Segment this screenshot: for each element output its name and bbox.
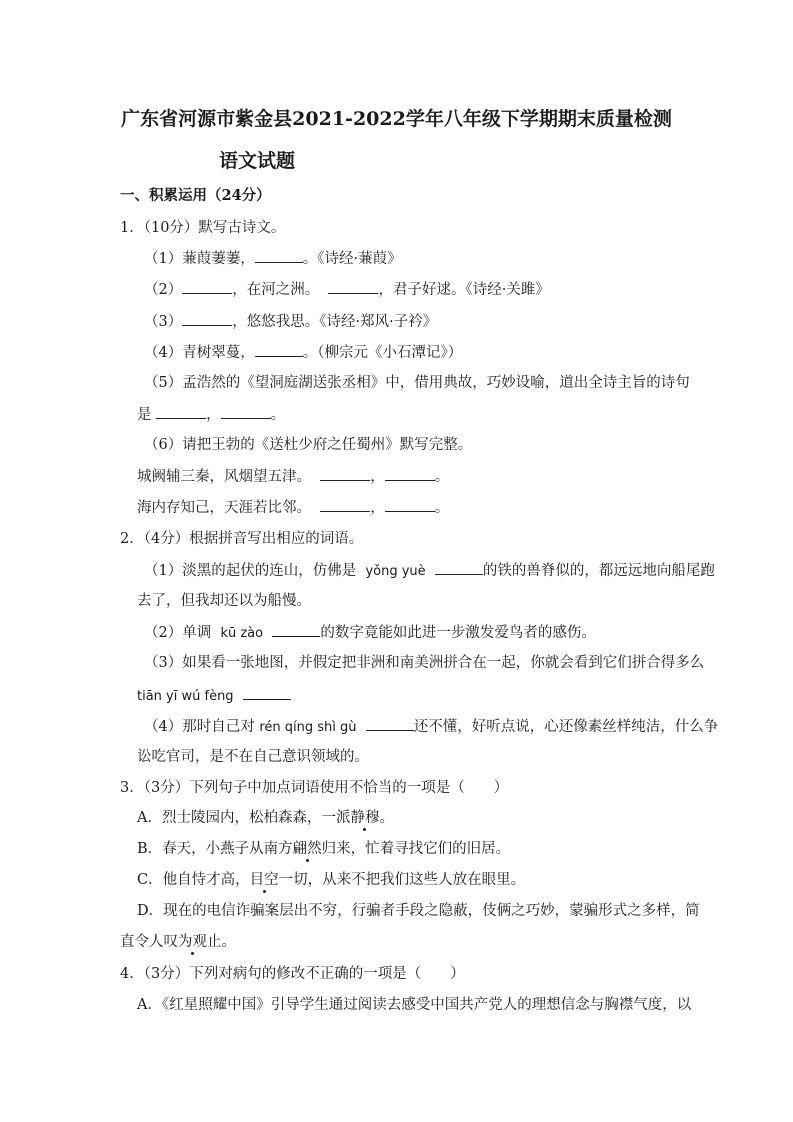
q2-item-3: （3）如果看一张地图，并假定把非洲和南美洲拼合在一起，你就会看到它们拼合得多么	[144, 655, 705, 671]
answer-blank[interactable]	[255, 248, 303, 263]
answer-blank[interactable]	[320, 466, 370, 481]
answer-blank[interactable]	[366, 716, 414, 731]
question-1-stem: 1．（10分）默写古诗文。	[120, 220, 286, 236]
q1-item-4: （4）青树翠蔓， 。（柳宗元《小石潭记》）	[144, 342, 462, 363]
answer-blank[interactable]	[320, 497, 370, 512]
dotted-term: 目空	[249, 872, 279, 888]
answer-blank[interactable]	[182, 279, 232, 294]
q3-option-d[interactable]: D．现在的电信诈骗案层出不穷，行骗者手段之隐蔽，伎俩之巧妙，蒙骗形式之多样，简	[137, 903, 700, 919]
answer-blank[interactable]	[385, 497, 435, 512]
q1-item-1: （1）蒹葭萋萋， 。《诗经·蒹葭》	[144, 248, 402, 269]
question-4-stem: 4．（3分）下列对病句的修改不正确的一项是（ ）	[120, 966, 465, 982]
q3-option-c[interactable]: C．他自恃才高，目空一切，从来不把我们这些人放在眼里。	[137, 872, 526, 888]
q3-option-b[interactable]: B．春天，小燕子从南方翩然归来，忙着寻找它们的旧居。	[137, 841, 511, 857]
question-2-stem: 2．（4分）根据拼音写出相应的词语。	[120, 531, 364, 547]
answer-blank[interactable]	[385, 466, 435, 481]
q2-item-1-cont: 去了，但我却还以为船慢。	[137, 593, 311, 609]
exam-subtitle: 语文试题	[219, 150, 296, 172]
answer-blank[interactable]	[255, 342, 303, 357]
q1-item-5: （5）孟浩然的《望洞庭湖送张丞相》中，借用典故，巧妙设喻，道出全诗主旨的诗句	[144, 375, 690, 391]
q1-item-3: （3） ，悠悠我思。《诗经·郑风·子衿》	[144, 311, 437, 332]
q2-item-1: （1）淡黑的起伏的连山，仿佛是 yǒng yuè 的铁的兽脊似的，都远远地向船尾跑	[144, 560, 715, 582]
answer-blank[interactable]	[182, 311, 232, 326]
answer-blank[interactable]	[328, 279, 378, 294]
q2-item-3-cont: tiān yī wú fèng	[137, 685, 291, 707]
q1-item-5-cont: 是 ， 。	[137, 404, 285, 425]
exam-title: 广东省河源市紫金县2021-2022学年八年级下学期期末质量检测	[121, 108, 672, 130]
dotted-term: 静穆	[350, 810, 380, 826]
q1-item-6-line-1: 城阙辅三秦，风烟望五津。 ， 。	[137, 466, 449, 487]
answer-blank[interactable]	[221, 404, 271, 419]
q2-item-4-cont: 讼吃官司，是不在自己意识领域的。	[137, 749, 369, 765]
answer-blank[interactable]	[272, 622, 320, 637]
q1-item-6: （6）请把王勃的《送杜少府之任蜀州》默写完整。	[144, 437, 473, 453]
q2-item-2: （2）单调 kū zào 的数字竟能如此进一步激发爱鸟者的感伤。	[144, 622, 596, 644]
dotted-term: 翩然	[292, 841, 322, 857]
q2-item-4: （4）那时自己对 rén qíng shì gù 还不懂，好听点说，心还像素丝样纯洁，什么争	[144, 716, 718, 738]
q1-item-6-line-2: 海内存知己，天涯若比邻。 ， 。	[137, 497, 449, 518]
question-3-stem: 3．（3分）下列句子中加点词语使用不恰当的一项是（ ）	[120, 780, 509, 796]
dotted-term: 叹为观止	[163, 934, 222, 950]
answer-blank[interactable]	[243, 685, 291, 700]
q3-option-d-cont: 直令人叹为观止。	[120, 934, 236, 950]
answer-blank[interactable]	[156, 404, 206, 419]
q3-option-a[interactable]: A．烈士陵园内，松柏森森，一派静穆。	[137, 810, 394, 826]
q1-item-2: （2） ，在河之洲。 ，君子好逑。《诗经·关雎》	[144, 279, 550, 300]
section-heading: 一、积累运用（24分）	[120, 187, 271, 204]
q4-option-a[interactable]: A．《红星照耀中国》引导学生通过阅读去感受中国共产党人的理想信念与胸襟气度，以	[137, 997, 692, 1013]
answer-blank[interactable]	[435, 560, 483, 575]
